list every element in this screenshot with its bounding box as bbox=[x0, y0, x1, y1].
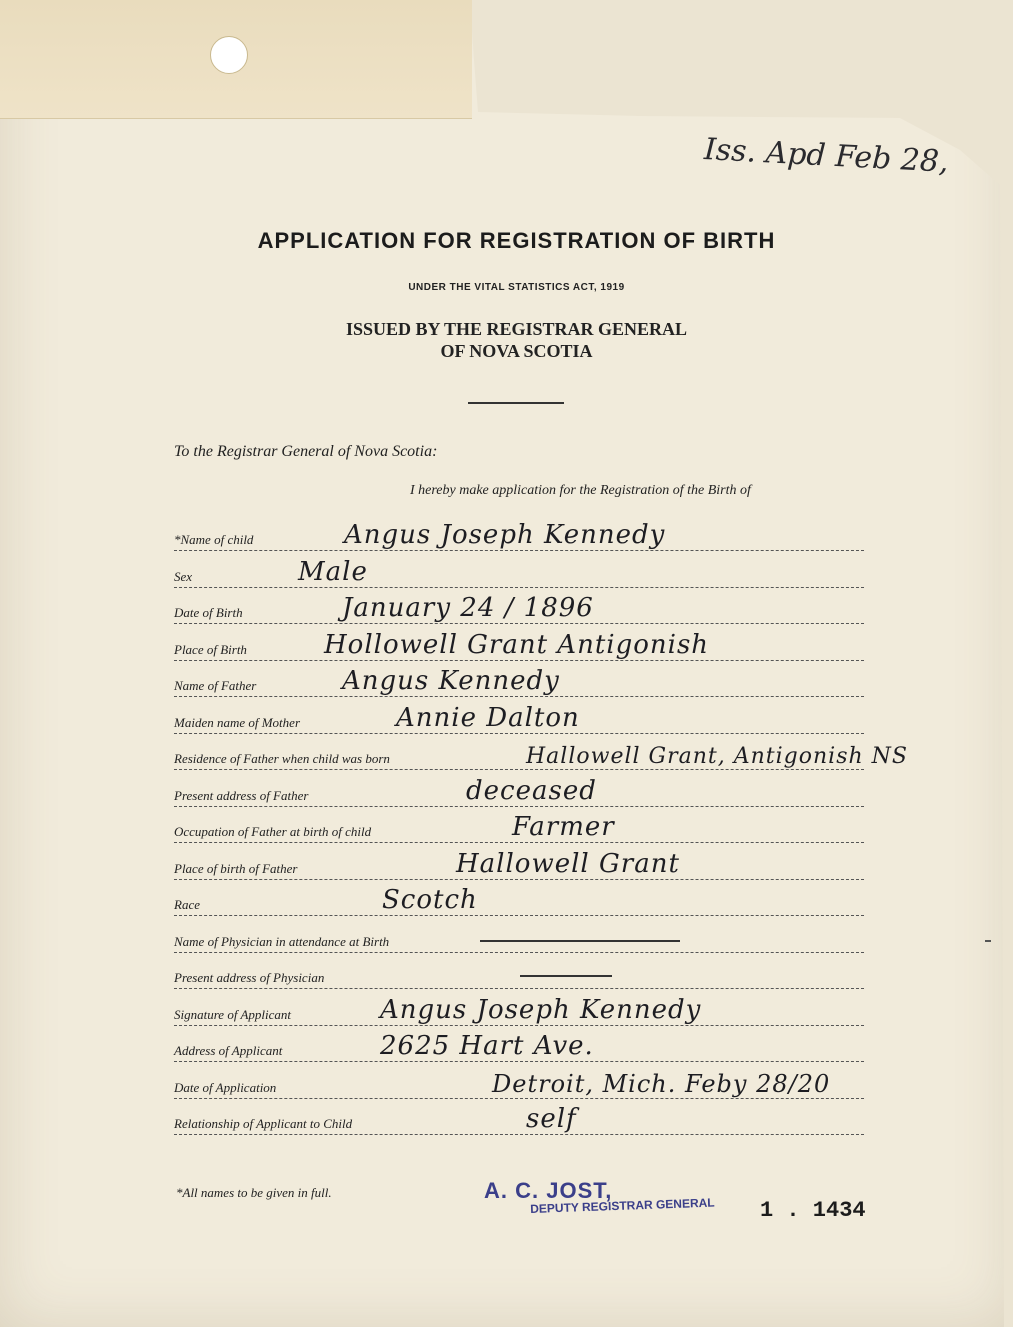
field-label: Date of Birth bbox=[174, 605, 243, 620]
field-value: January 24 / 1896 bbox=[342, 593, 594, 623]
field-value: Farmer bbox=[512, 812, 615, 842]
field-value: Scotch bbox=[382, 885, 478, 915]
field-value: Hollowell Grant Antigonish bbox=[324, 630, 710, 660]
form-subtitle: UNDER THE VITAL STATISTICS ACT, 1919 bbox=[408, 282, 625, 293]
field-label: Name of Father bbox=[174, 678, 257, 693]
field-relationship-of-applicant bbox=[174, 1104, 864, 1135]
field-label: Maiden name of Mother bbox=[174, 715, 301, 730]
field-value: 2625 Hart Ave. bbox=[380, 1031, 594, 1061]
field-signature-of-applicant bbox=[174, 995, 864, 1026]
intro-text: I hereby make application for the Registration of the Birth of bbox=[410, 483, 751, 498]
field-label: Date of Application bbox=[174, 1080, 277, 1095]
field-label: Race bbox=[174, 897, 200, 912]
field-occupation-of-father bbox=[174, 812, 864, 843]
field-label: Relationship of Applicant to Child bbox=[174, 1116, 353, 1131]
physician-address-dash bbox=[520, 975, 612, 977]
field-label: Signature of Applicant bbox=[174, 1007, 291, 1022]
ink-speck bbox=[985, 940, 991, 942]
field-present-address-of-physician bbox=[174, 966, 864, 989]
field-place-of-birth-of-father bbox=[174, 849, 864, 880]
issuer-line-1: ISSUED BY THE REGISTRAR GENERAL bbox=[345, 319, 688, 339]
handwritten-margin-note: Iss. Apd Feb 28, bbox=[703, 132, 950, 180]
issuer-block bbox=[0, 318, 1013, 362]
field-residence-of-father bbox=[174, 744, 908, 770]
field-value: Angus Joseph Kennedy bbox=[344, 520, 666, 550]
field-label: Address of Applicant bbox=[174, 1043, 283, 1058]
field-name-of-child bbox=[174, 520, 864, 551]
registrar-stamp-name: A. C. JOST, bbox=[484, 1178, 613, 1203]
punch-hole bbox=[210, 36, 248, 74]
field-value: Angus Joseph Kennedy bbox=[380, 995, 702, 1025]
field-label: Name of Physician in attendance at Birth bbox=[174, 934, 390, 949]
field-date-of-application bbox=[174, 1070, 864, 1099]
field-label: Residence of Father when child was born bbox=[174, 751, 390, 766]
field-value: Angus Kennedy bbox=[342, 666, 560, 696]
salutation: To the Registrar General of Nova Scotia: bbox=[174, 443, 438, 460]
field-sex bbox=[174, 557, 864, 588]
form-title: APPLICATION FOR REGISTRATION OF BIRTH bbox=[257, 228, 776, 253]
footnote: *All names to be given in full. bbox=[176, 1185, 332, 1200]
field-address-of-applicant bbox=[174, 1031, 864, 1062]
field-value: Hallowell Grant, Antigonish NS bbox=[526, 744, 908, 769]
field-label: *Name of child bbox=[174, 532, 254, 547]
field-present-address-of-father bbox=[174, 776, 864, 807]
issuer-line-2: OF NOVA SCOTIA bbox=[440, 341, 593, 361]
field-value: Annie Dalton bbox=[396, 703, 580, 733]
field-label: Place of Birth bbox=[174, 642, 247, 657]
field-value: self bbox=[526, 1104, 577, 1134]
field-date-of-birth bbox=[174, 593, 864, 624]
field-name-of-father bbox=[174, 666, 864, 697]
physician-name-dash bbox=[480, 940, 680, 942]
field-place-of-birth bbox=[174, 630, 864, 661]
field-label: Occupation of Father at birth of child bbox=[174, 824, 372, 839]
field-label: Present address of Father bbox=[174, 788, 309, 803]
field-value: Hallowell Grant bbox=[456, 849, 680, 879]
registration-number: 1 . 1434 bbox=[760, 1198, 866, 1223]
field-maiden-name-of-mother bbox=[174, 703, 864, 734]
title-divider bbox=[468, 402, 564, 404]
field-label: Place of birth of Father bbox=[174, 861, 298, 876]
field-race bbox=[174, 885, 864, 916]
registrar-stamp-title: DEPUTY REGISTRAR GENERAL bbox=[530, 1195, 715, 1216]
field-label: Present address of Physician bbox=[174, 970, 325, 985]
folded-paper-flap bbox=[0, 0, 472, 119]
field-value: Male bbox=[298, 557, 368, 587]
field-value: Detroit, Mich. Feby 28/20 bbox=[492, 1070, 831, 1098]
field-label: Sex bbox=[174, 569, 193, 584]
field-value: deceased bbox=[466, 776, 597, 806]
